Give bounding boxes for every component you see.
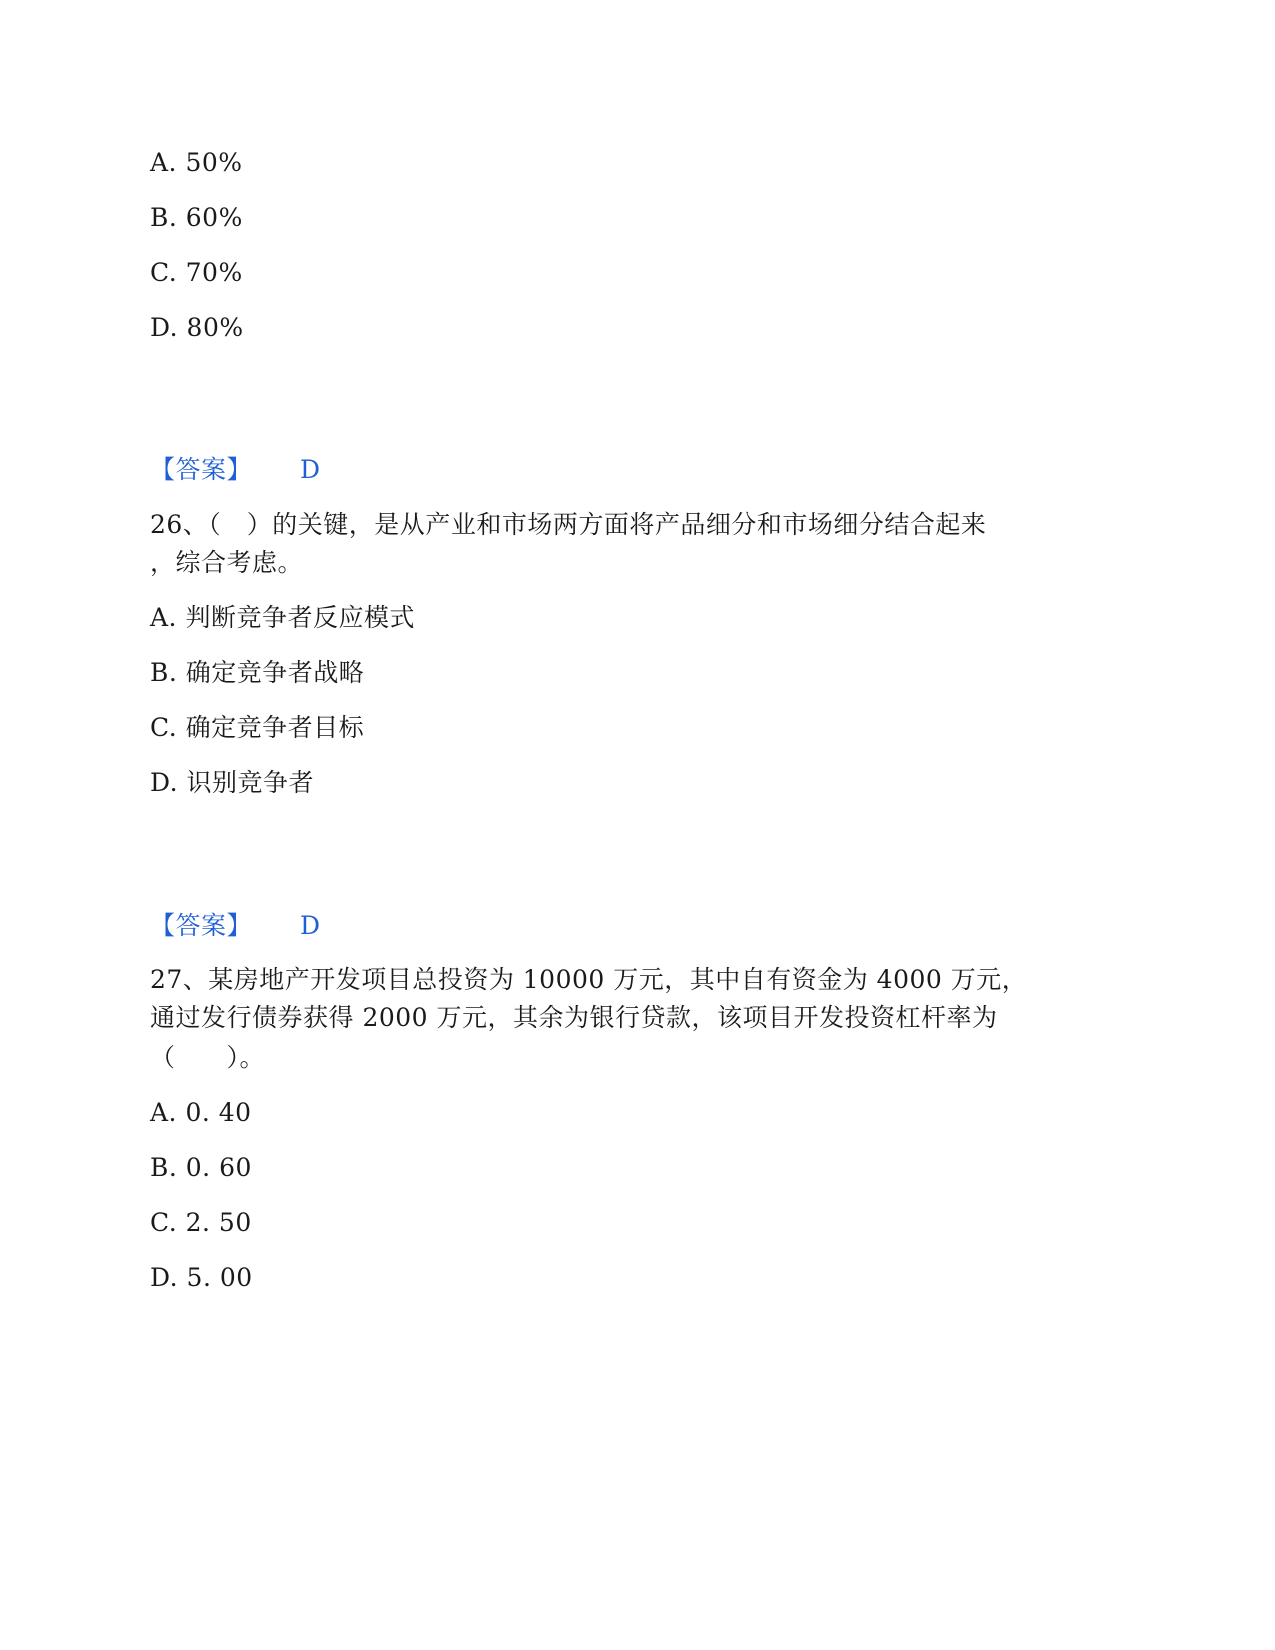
q27-option-c: C. 2. 50 (150, 1208, 252, 1237)
q27-option-d: D. 5. 00 (150, 1263, 253, 1292)
q26-option-a: A. 判断竞争者反应模式 (150, 603, 415, 632)
q25-option-b: B. 60% (150, 203, 243, 232)
q27-option-a: A. 0. 40 (150, 1098, 252, 1127)
q25-answer-value: D (300, 455, 321, 484)
q25-option-c: C. 70% (150, 258, 243, 287)
q26-option-d: D. 识别竞争者 (150, 768, 315, 797)
q25-answer-label: 【答案】 (150, 455, 253, 484)
q26-option-c: C. 确定竞争者目标 (150, 713, 365, 742)
q25-answer (150, 452, 321, 488)
q26-answer-value: D (300, 911, 321, 940)
q26-answer (150, 908, 321, 944)
q25-option-d: D. 80% (150, 313, 244, 342)
q26-stem-line2: ，综合考虑。 (150, 548, 304, 577)
q25-option-a: A. 50% (150, 148, 243, 177)
q27-stem-line3: （ ）。 (150, 1043, 266, 1072)
q27-stem-line1: 27、某房地产开发项目总投资为 10000 万元，其中自有资金为 4000 万元， (150, 965, 1028, 994)
q26-answer-label: 【答案】 (150, 911, 253, 940)
q26-option-b: B. 确定竞争者战略 (150, 658, 365, 687)
q26-stem-line1: 26、（ ）的关键，是从产业和市场两方面将产品细分和市场细分结合起来 (150, 510, 987, 539)
q27-stem-line2: 通过发行债券获得 2000 万元，其余为银行贷款，该项目开发投资杠杆率为 (150, 1003, 998, 1032)
q27-option-b: B. 0. 60 (150, 1153, 252, 1182)
